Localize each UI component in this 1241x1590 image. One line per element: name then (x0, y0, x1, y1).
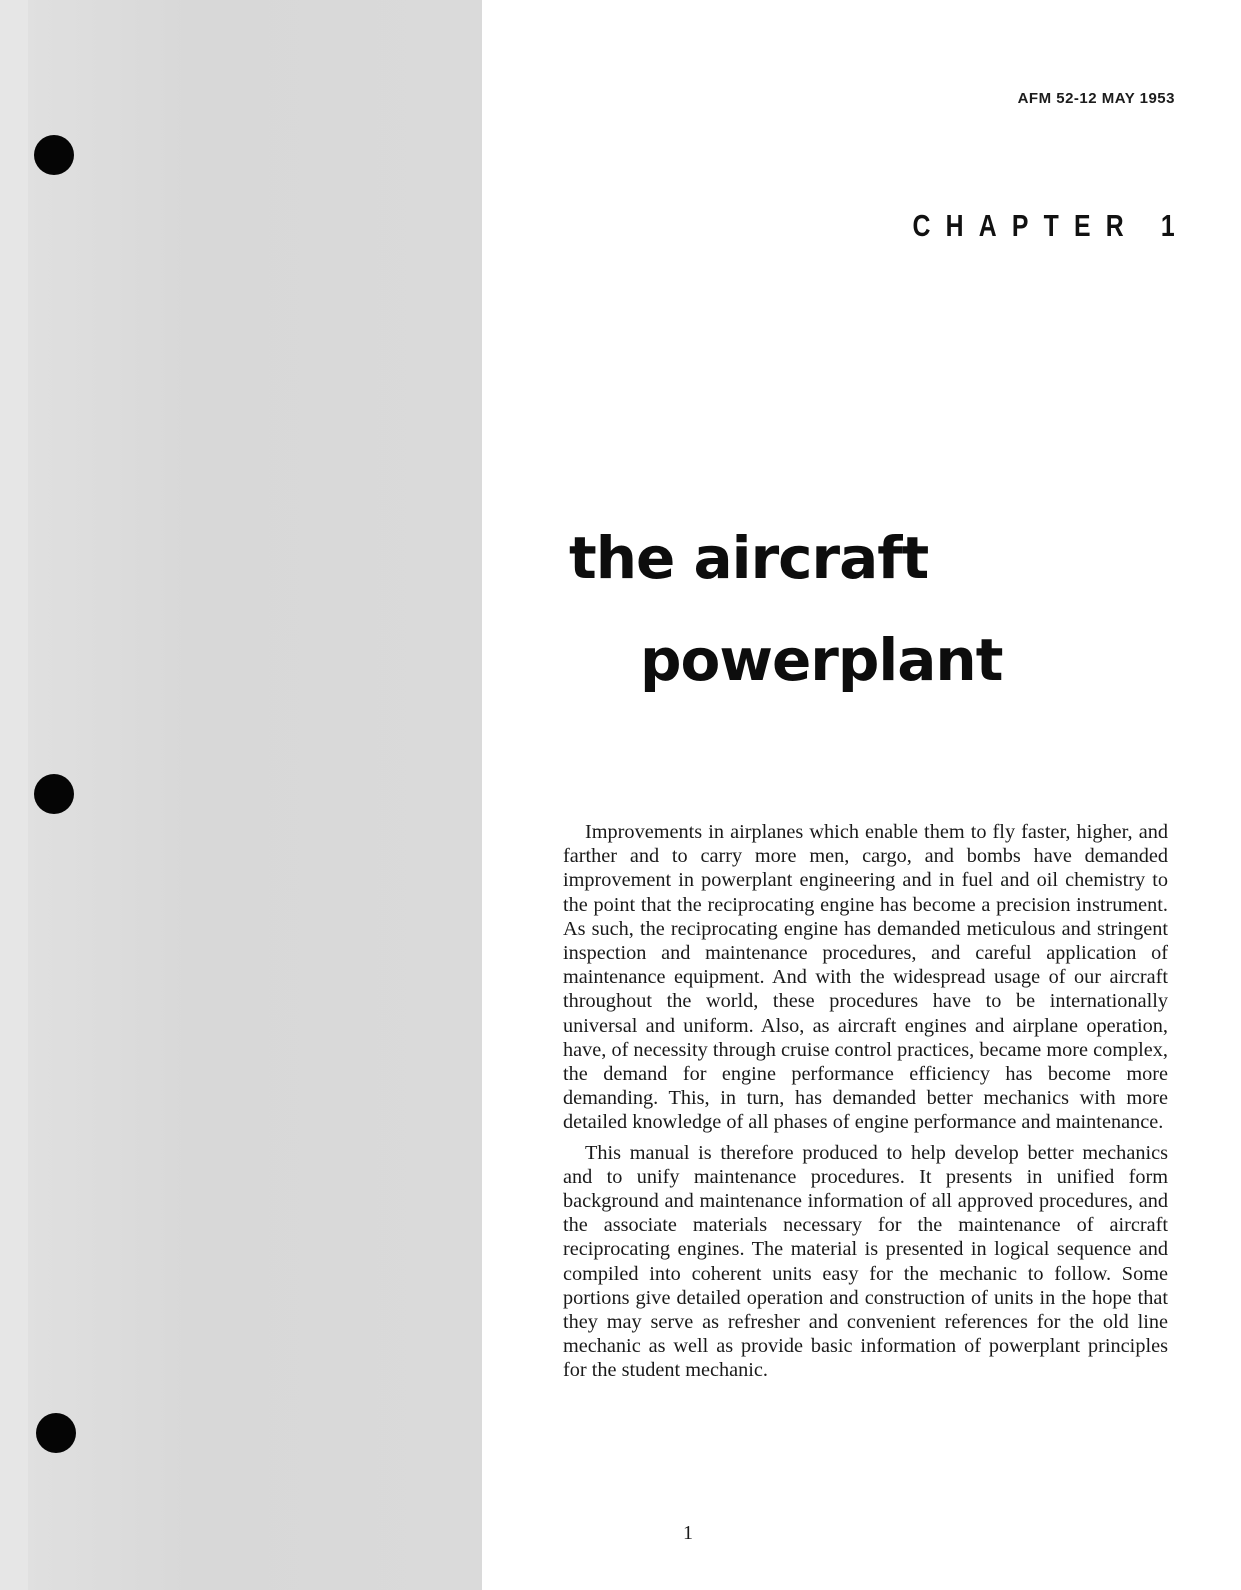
paragraph-1: Improvements in airplanes which enable them to fly faster, higher, and farther and to carry more men, cargo, and bombs have demanded improvement in powerplant engineering and in fuel and oil chemistry to the point that the reciprocating engine has become a precision instrument. As such, the reciprocating engine has demanded meticulous and stringent inspection and maintenance procedures, and careful application of maintenance equipment. And with the widespread usage of our aircraft throughout the world, these procedures have to be internationally universal and uniform. Also, as aircraft engines and airplane operation, have, of necessity through cruise control practices, became more complex, the demand for engine performance efficiency has become more demanding. This, in turn, has demanded better mechanics with more detailed knowledge of all phases of engine performance and maintenance. (563, 821, 1168, 1134)
document-reference: AFM 52-12 MAY 1953 (1017, 90, 1175, 107)
chapter-title-line-1: the aircraft (569, 524, 929, 592)
paragraph-2: This manual is therefore produced to help develop better mechanics and to unify maintenance procedures. It presents in unified form background and maintenance information of all approved procedures, and the associate materials necessary for the maintenance of aircraft reciprocating engines. The material is presented in logical sequence and compiled into coherent units easy for the mechanic to follow. Some portions give detailed operation and construction of units in the hope that they may serve as refresher and convenient references for the old line mechanic as well as provide basic information of powerplant principles for the student mechanic. (563, 1141, 1168, 1382)
page-number: 1 (683, 1522, 693, 1544)
body-text (563, 820, 1168, 1389)
chapter-label: CHAPTER (912, 208, 1140, 243)
binder-hole-top (34, 135, 74, 175)
chapter-title-line-2: powerplant (640, 626, 1003, 694)
binder-hole-middle (34, 774, 74, 814)
binder-hole-bottom (36, 1413, 76, 1453)
chapter-number: 1 (1161, 208, 1175, 243)
chapter-heading (913, 208, 1175, 244)
page-left-edge (0, 0, 28, 1590)
